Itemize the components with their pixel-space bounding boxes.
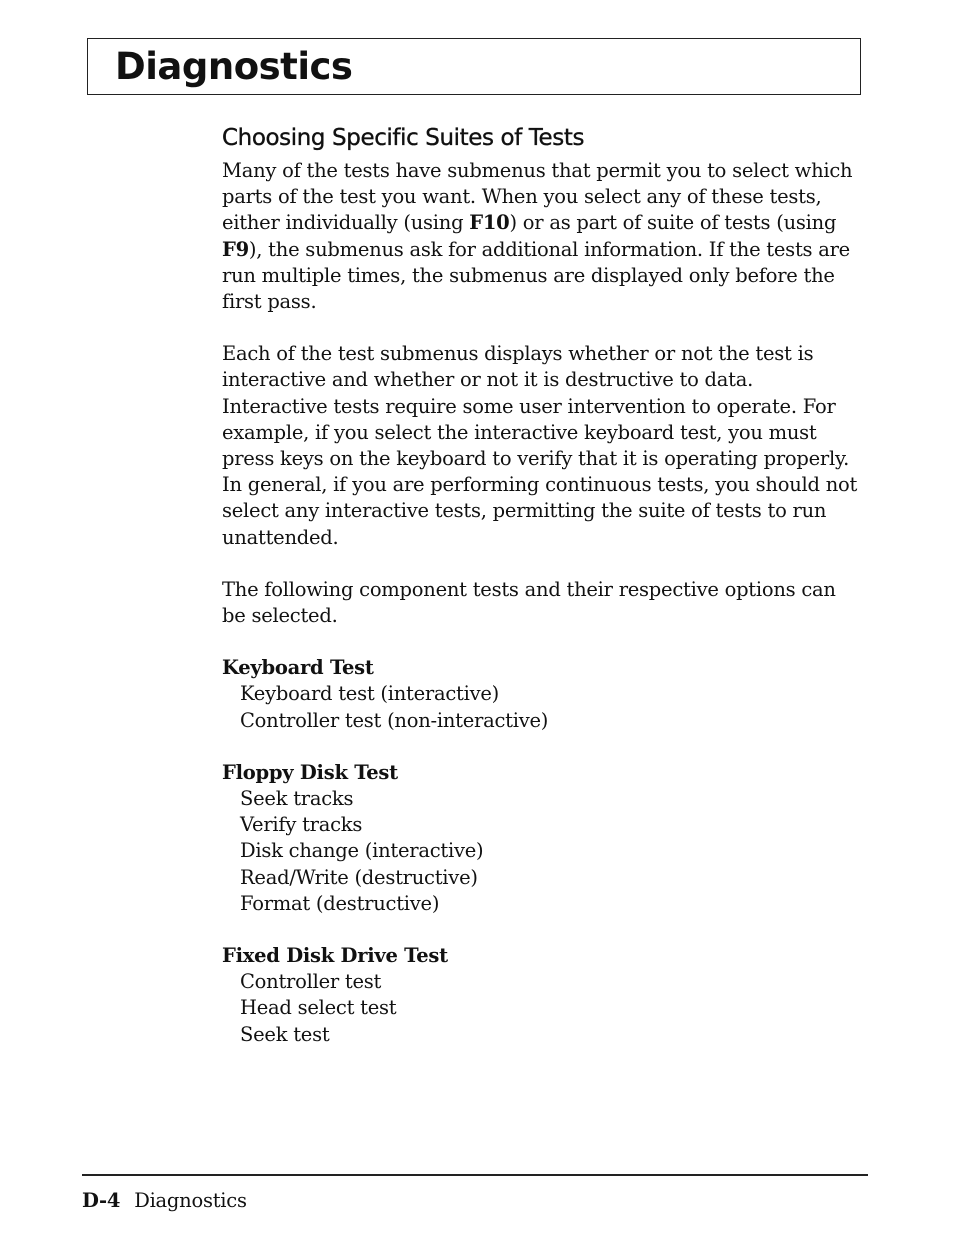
test-title: Floppy Disk Test [222, 760, 398, 784]
page-footer [82, 1188, 247, 1214]
test-option: Read/Write (destructive) [240, 865, 478, 889]
page-number: D-4 [82, 1189, 121, 1212]
test-title: Keyboard Test [222, 656, 374, 680]
intro-text-2: ) or as part of suite of tests (using [509, 211, 837, 235]
test-title: Fixed Disk Drive Test [222, 944, 448, 968]
intro-text-1: Many of the tests have submenus that permit you to select which parts of the test you want. When you select any of these tests, either individually (using [222, 159, 853, 235]
interactive-paragraph: Each of the test submenus displays whether or not the test is interactive and whether or not it is destructive to data. Interactive tests require some user intervention to operate. For example, if you select the interactive keyboard test, you must press keys on the keyboard to verify that it is operating properly. In general, if you are performing continuous tests, you should not select any interactive tests, permitting the suite of tests to run unattended. [222, 342, 858, 549]
chapter-title: Diagnostics [115, 45, 353, 88]
component-tests-paragraph: The following component tests and their respective options can be selected. [222, 577, 836, 628]
fixed-disk-test-group [222, 943, 862, 1048]
footer-section-name: Diagnostics [134, 1189, 247, 1212]
floppy-disk-test-group [222, 760, 862, 917]
test-option: Seek tracks [240, 787, 354, 811]
test-option: Controller test [240, 970, 382, 994]
keyboard-test-group [222, 655, 862, 734]
chapter-header-box [87, 38, 861, 95]
test-option: Seek test [240, 1022, 330, 1046]
footer-divider [82, 1174, 868, 1176]
section-heading: Choosing Specific Suites of Tests [222, 125, 585, 151]
test-option: Format (destructive) [240, 891, 440, 915]
intro-text-3: ), the submenus ask for additional information. If the tests are run multiple times, the submenus are displayed only before the first pass. [222, 237, 850, 314]
test-option: Controller test (non-interactive) [240, 708, 549, 732]
test-option: Verify tracks [240, 813, 363, 837]
test-option: Disk change (interactive) [240, 839, 484, 863]
key-f10: F10 [469, 211, 510, 235]
main-content [222, 122, 862, 1074]
key-f9: F9 [222, 237, 249, 261]
intro-paragraph [222, 158, 862, 315]
test-option: Head select test [240, 996, 397, 1020]
test-option: Keyboard test (interactive) [240, 682, 500, 706]
